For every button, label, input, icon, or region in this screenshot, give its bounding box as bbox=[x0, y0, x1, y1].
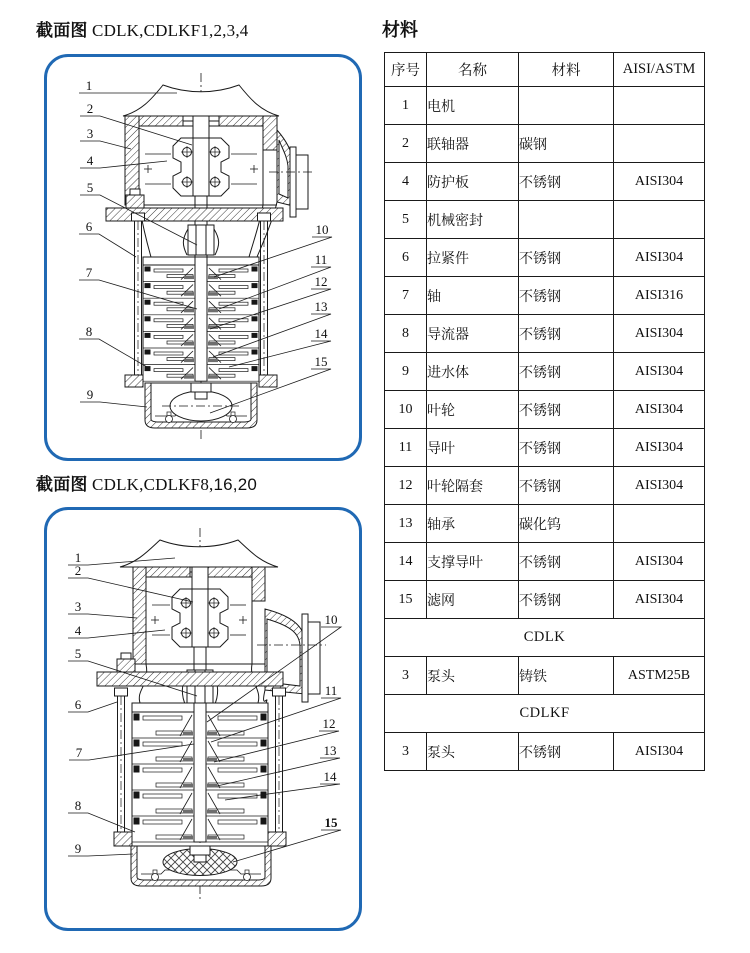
table-cell: ASTM25B bbox=[614, 657, 705, 695]
table-cell: 15 bbox=[385, 581, 427, 619]
table-cell: 不锈钢 bbox=[519, 353, 614, 391]
table-row bbox=[385, 543, 705, 581]
diagram-box-2 bbox=[44, 507, 362, 931]
svg-text:15: 15 bbox=[314, 354, 328, 369]
table-row bbox=[385, 657, 705, 695]
table-section-label: CDLKF bbox=[385, 695, 705, 733]
stage-stack bbox=[132, 703, 268, 842]
callout-13 bbox=[217, 743, 340, 786]
callout-3 bbox=[80, 126, 131, 149]
table-cell: 泵头 bbox=[427, 657, 519, 695]
svg-text:6: 6 bbox=[74, 697, 82, 712]
table-row bbox=[385, 467, 705, 505]
table-row bbox=[385, 353, 705, 391]
table-cell bbox=[614, 125, 705, 163]
coupling bbox=[144, 116, 258, 205]
table-cell bbox=[519, 201, 614, 239]
svg-text:14: 14 bbox=[323, 769, 337, 784]
col-header-no: 序号 bbox=[385, 53, 427, 87]
svg-text:10: 10 bbox=[315, 222, 329, 237]
table-row bbox=[385, 505, 705, 543]
col-header-material: 材料 bbox=[519, 53, 614, 87]
table-cell: 碳化钨 bbox=[519, 505, 614, 543]
col-header-aisi: AISI/ASTM bbox=[614, 53, 705, 87]
section-heading-2-suffix: 16,20 bbox=[213, 475, 258, 494]
table-cell: 联轴器 bbox=[427, 125, 519, 163]
materials-heading: 材料 bbox=[382, 20, 418, 40]
table-row bbox=[385, 125, 705, 163]
table-cell bbox=[614, 201, 705, 239]
table-cell: AISI304 bbox=[614, 429, 705, 467]
section-heading-1-bold: 截面图 bbox=[36, 21, 88, 40]
table-cell: 不锈钢 bbox=[519, 467, 614, 505]
table-cell: 5 bbox=[385, 201, 427, 239]
table-cell: 机械密封 bbox=[427, 201, 519, 239]
table-cell bbox=[614, 87, 705, 125]
table-cell: AISI304 bbox=[614, 733, 705, 771]
svg-text:7: 7 bbox=[75, 745, 83, 760]
coupling bbox=[151, 567, 247, 664]
callout-6 bbox=[68, 697, 117, 712]
table-cell: AISI304 bbox=[614, 391, 705, 429]
callout-6 bbox=[79, 219, 136, 257]
svg-text:7: 7 bbox=[85, 265, 93, 280]
table-row bbox=[385, 239, 705, 277]
callout-12 bbox=[214, 716, 339, 762]
svg-text:11: 11 bbox=[324, 683, 338, 698]
table-row bbox=[385, 391, 705, 429]
table-cell: AISI304 bbox=[614, 543, 705, 581]
svg-text:5: 5 bbox=[74, 646, 82, 661]
table-cell: AISI304 bbox=[614, 239, 705, 277]
table-cell: 铸铁 bbox=[519, 657, 614, 695]
table-cell: 6 bbox=[385, 239, 427, 277]
flange-lug-right bbox=[259, 375, 277, 387]
callout-9 bbox=[80, 387, 147, 407]
table-cell: 碳钢 bbox=[519, 125, 614, 163]
section-heading-2 bbox=[36, 470, 257, 495]
table-section-label: CDLK bbox=[385, 619, 705, 657]
table-cell: 8 bbox=[385, 315, 427, 353]
table-cell: 轴 bbox=[427, 277, 519, 315]
svg-text:13: 13 bbox=[323, 743, 337, 758]
table-cell: 导流器 bbox=[427, 315, 519, 353]
table-cell: 不锈钢 bbox=[519, 315, 614, 353]
table-row bbox=[385, 87, 705, 125]
svg-text:10: 10 bbox=[324, 612, 338, 627]
table-cell: AISI304 bbox=[614, 163, 705, 201]
table-cell: 拉紧件 bbox=[427, 239, 519, 277]
section-heading-2-bold: 截面图 bbox=[36, 475, 88, 494]
table-row bbox=[385, 581, 705, 619]
svg-text:15: 15 bbox=[324, 815, 338, 830]
pump-section-diagram-1 bbox=[47, 57, 359, 458]
mechanical-seal bbox=[183, 225, 218, 255]
flange-lug-left bbox=[114, 832, 132, 846]
section-heading-1-models: CDLK,CDLKF1,2,3,4 bbox=[87, 21, 249, 40]
table-cell: 3 bbox=[385, 733, 427, 771]
table-cell bbox=[614, 505, 705, 543]
flange-lug-left bbox=[125, 375, 143, 387]
table-cell: 防护板 bbox=[427, 163, 519, 201]
table-cell: 14 bbox=[385, 543, 427, 581]
table-row bbox=[385, 277, 705, 315]
outlet-pipe bbox=[257, 609, 326, 702]
materials-table bbox=[384, 52, 705, 771]
svg-text:14: 14 bbox=[314, 326, 328, 341]
table-cell: 9 bbox=[385, 353, 427, 391]
svg-text:9: 9 bbox=[86, 387, 94, 402]
table-cell bbox=[519, 87, 614, 125]
table-cell: 不锈钢 bbox=[519, 581, 614, 619]
table-cell: 4 bbox=[385, 163, 427, 201]
svg-text:8: 8 bbox=[85, 324, 93, 339]
svg-text:11: 11 bbox=[314, 252, 328, 267]
pump-base bbox=[131, 846, 271, 886]
table-cell: 支撑导叶 bbox=[427, 543, 519, 581]
callout-8 bbox=[79, 324, 147, 367]
table-row bbox=[385, 163, 705, 201]
table-row bbox=[385, 201, 705, 239]
svg-text:4: 4 bbox=[86, 153, 94, 168]
table-cell: 10 bbox=[385, 391, 427, 429]
table-cell: AISI304 bbox=[614, 581, 705, 619]
table-cell: 2 bbox=[385, 125, 427, 163]
callout-4 bbox=[68, 623, 165, 638]
table-cell: 13 bbox=[385, 505, 427, 543]
svg-text:3: 3 bbox=[86, 126, 94, 141]
table-cell: 1 bbox=[385, 87, 427, 125]
table-cell: 叶轮 bbox=[427, 391, 519, 429]
table-cell: 不锈钢 bbox=[519, 277, 614, 315]
section-heading-1 bbox=[36, 16, 248, 41]
table-cell: 12 bbox=[385, 467, 427, 505]
pump-section-diagram-2 bbox=[47, 510, 359, 928]
table-cell: AISI316 bbox=[614, 277, 705, 315]
table-cell: 不锈钢 bbox=[519, 543, 614, 581]
materials-table-header-row bbox=[385, 53, 705, 87]
svg-text:6: 6 bbox=[85, 219, 93, 234]
table-section-row bbox=[385, 619, 705, 657]
table-cell: 电机 bbox=[427, 87, 519, 125]
table-cell: 不锈钢 bbox=[519, 391, 614, 429]
table-cell: 不锈钢 bbox=[519, 163, 614, 201]
svg-text:2: 2 bbox=[74, 563, 82, 578]
table-cell: AISI304 bbox=[614, 467, 705, 505]
svg-text:4: 4 bbox=[74, 623, 82, 638]
svg-text:1: 1 bbox=[85, 78, 93, 93]
col-header-name: 名称 bbox=[427, 53, 519, 87]
materials-table-body bbox=[385, 87, 705, 771]
svg-text:9: 9 bbox=[74, 841, 82, 856]
table-cell: 泵头 bbox=[427, 733, 519, 771]
table-cell: 滤网 bbox=[427, 581, 519, 619]
table-cell: 叶轮隔套 bbox=[427, 467, 519, 505]
svg-text:8: 8 bbox=[74, 798, 82, 813]
table-cell: 3 bbox=[385, 657, 427, 695]
table-cell: 导叶 bbox=[427, 429, 519, 467]
diagram-box-1 bbox=[44, 54, 362, 461]
table-cell: 不锈钢 bbox=[519, 429, 614, 467]
table-cell: 7 bbox=[385, 277, 427, 315]
table-cell: AISI304 bbox=[614, 353, 705, 391]
section-heading-2-models: CDLK,CDLKF8, bbox=[87, 475, 214, 494]
svg-text:5: 5 bbox=[86, 180, 94, 195]
table-cell: 不锈钢 bbox=[519, 239, 614, 277]
callout-3 bbox=[68, 599, 137, 618]
table-cell: 进水体 bbox=[427, 353, 519, 391]
table-cell: 轴承 bbox=[427, 505, 519, 543]
svg-text:3: 3 bbox=[74, 599, 82, 614]
table-cell: 11 bbox=[385, 429, 427, 467]
svg-text:1: 1 bbox=[74, 550, 82, 565]
table-cell: 不锈钢 bbox=[519, 733, 614, 771]
callout-4 bbox=[80, 153, 167, 168]
table-row bbox=[385, 429, 705, 467]
svg-text:12: 12 bbox=[322, 716, 336, 731]
svg-text:12: 12 bbox=[314, 274, 328, 289]
table-row bbox=[385, 315, 705, 353]
table-section-row bbox=[385, 695, 705, 733]
flange-lug-right bbox=[268, 832, 286, 846]
table-cell: AISI304 bbox=[614, 315, 705, 353]
table-row bbox=[385, 733, 705, 771]
svg-text:2: 2 bbox=[86, 101, 94, 116]
pump-base bbox=[145, 383, 257, 428]
stage-stack bbox=[143, 257, 259, 381]
svg-text:13: 13 bbox=[314, 299, 328, 314]
